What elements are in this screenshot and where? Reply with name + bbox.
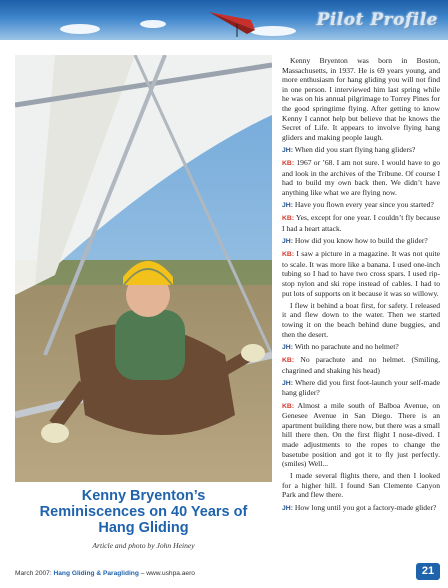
narrative-paragraph: I made several flights there, and then I looked for a higher hill. I found San Clemente Canyon Park and flew there. bbox=[282, 471, 440, 500]
footer-date: March 2007: bbox=[15, 570, 52, 577]
headline-line-3: Hang Gliding bbox=[98, 520, 189, 536]
speaker-label: KB: bbox=[282, 356, 295, 364]
speaker-label: KB: bbox=[282, 215, 295, 223]
headline-line-1: Kenny Bryenton’s bbox=[81, 488, 206, 504]
exchange-text: How long until you got a factory-made glider? bbox=[294, 502, 437, 512]
page-header-banner bbox=[0, 0, 448, 40]
narrative-paragraph: I flew it behind a boat first, for safety. I released it and flew down to the water. Then we started towing it on the beach behind dune buggies, and then the desert. bbox=[282, 300, 440, 339]
exchange-text: Have you flown every year since you started? bbox=[294, 200, 434, 210]
cloud-shape bbox=[140, 20, 166, 28]
interview-exchange bbox=[282, 355, 440, 375]
speaker-label: JH: bbox=[282, 146, 293, 154]
interview-exchange bbox=[282, 213, 440, 233]
interview-exchange bbox=[282, 401, 440, 469]
interview-exchange bbox=[282, 145, 440, 156]
interview-exchange bbox=[282, 158, 440, 197]
page-footer bbox=[15, 570, 395, 577]
speaker-label: JH: bbox=[282, 379, 293, 387]
interview-exchange bbox=[282, 503, 440, 514]
exchange-text: Yes, except for one year. I couldn’t fly because I had a heart attack. bbox=[282, 213, 440, 233]
hang-glider-icon bbox=[207, 8, 259, 38]
exchange-text: With no parachute and no helmet? bbox=[294, 341, 399, 351]
footer-magazine: Hang Gliding & Paragliding bbox=[53, 570, 139, 577]
page-number: 21 bbox=[416, 563, 440, 580]
interview-exchange bbox=[282, 200, 440, 211]
exchange-text: Where did you first foot-launch your self-made hang glider? bbox=[282, 377, 440, 398]
cloud-shape bbox=[60, 24, 100, 34]
speaker-label: KB: bbox=[282, 160, 295, 168]
interview-exchange bbox=[282, 249, 440, 298]
headline-line-2: Reminiscences on 40 Years of bbox=[39, 504, 248, 520]
exchange-text: Almost a mile south of Balboa Avenue, on Genesee Avenue in San Diego. There is an apartment building there now, but there was a small hill there then. On the first flight I nose-dived. I made adjustments to the ropes to change the basetube position and got it to fly just perfectly. (smiles) Well... bbox=[282, 400, 440, 469]
exchange-text: 1967 or ’68. I am not sure. I would have to go and look in the archives of the Tribune. Of course I had to build my own back then. We didn’t have anything like what we are flying now. bbox=[282, 158, 440, 197]
exchange-text: How did you know how to build the glider? bbox=[294, 236, 428, 246]
exchange-text: No parachute and no helmet. (Smiling, chagrined and shaking his head) bbox=[282, 354, 440, 375]
exchange-text: I saw a picture in a magazine. It was not quite to scale. It was more like a banana. I used one-inch tubing so I had to have two cross spars. I used rip-stop nylon and ski rope instead of cables. I had to put lots of supports on it because it was so willowy. bbox=[282, 249, 440, 298]
exchange-text: When did you start flying hang gliders? bbox=[294, 144, 416, 154]
byline: Article and photo by John Heiney bbox=[92, 541, 195, 550]
article-body bbox=[282, 56, 440, 566]
speaker-label: JH: bbox=[282, 202, 293, 210]
section-title: Pilot Profile bbox=[316, 10, 438, 30]
speaker-label: KB: bbox=[282, 402, 295, 410]
hang-glider-pilot-photo bbox=[15, 55, 272, 482]
interview-exchange bbox=[282, 378, 440, 398]
speaker-label: JH: bbox=[282, 343, 293, 351]
speaker-label: JH: bbox=[282, 238, 293, 246]
interview-exchange bbox=[282, 236, 440, 247]
article-headline bbox=[15, 488, 272, 536]
intro-paragraph: Kenny Bryenton was born in Boston, Massachusetts, in 1937. He is 69 years young, and more enthusiasm for hang gliding you will not find in one person. I interviewed him last spring while he was on his annual pilgrimage to Torrey Pines for the good springtime flying. After getting to know Kenny I cannot help but believe that he knows the Secret of Life. It appears to involve flying hang gliders and making people laugh. bbox=[282, 56, 440, 142]
footer-url: – www.ushpa.aero bbox=[138, 570, 195, 577]
speaker-label: JH: bbox=[282, 504, 293, 512]
interview-exchange bbox=[282, 342, 440, 353]
speaker-label: KB: bbox=[282, 251, 295, 259]
